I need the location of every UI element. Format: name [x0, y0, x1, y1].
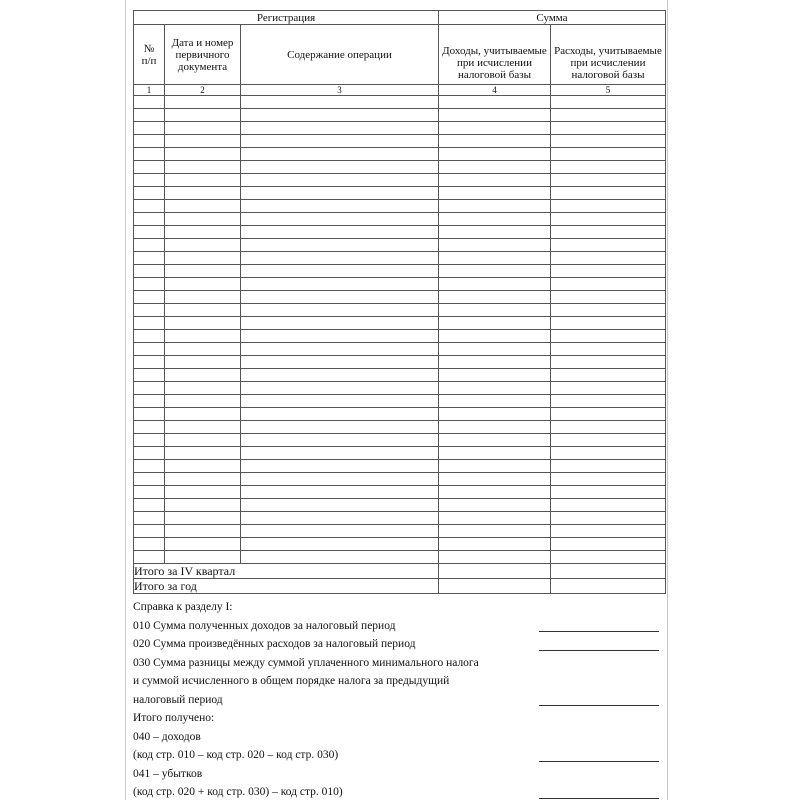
total-year-income-cell[interactable]	[439, 579, 551, 594]
reference-line	[133, 672, 665, 691]
operation-cell[interactable]	[241, 538, 439, 551]
number-cell[interactable]	[134, 408, 165, 421]
reference-line	[133, 728, 665, 747]
operation-cell[interactable]	[241, 174, 439, 187]
operation-cell[interactable]	[241, 473, 439, 486]
document-cell[interactable]	[165, 252, 241, 265]
document-cell[interactable]	[165, 122, 241, 135]
operation-cell[interactable]	[241, 252, 439, 265]
income-cell[interactable]	[439, 135, 551, 148]
expenses-cell[interactable]	[551, 447, 666, 460]
table-row	[134, 317, 666, 330]
column-header-operation: Содержание операции	[241, 25, 439, 85]
reference-line-text: Итого получено:	[133, 712, 215, 724]
operation-cell[interactable]	[241, 434, 439, 447]
group-header-registration: Регистрация	[134, 11, 439, 25]
document-cell[interactable]	[165, 343, 241, 356]
table-row	[134, 408, 666, 421]
document-cell[interactable]	[165, 447, 241, 460]
total-label-quarter: Итого за IV квартал	[134, 564, 439, 579]
table-row	[134, 239, 666, 252]
table-row	[134, 512, 666, 525]
income-cell[interactable]	[439, 447, 551, 460]
document-cell[interactable]	[165, 96, 241, 109]
expenses-cell[interactable]	[551, 187, 666, 200]
number-cell[interactable]	[134, 122, 165, 135]
table-row	[134, 291, 666, 304]
ledger-table	[133, 10, 666, 594]
number-cell[interactable]	[134, 278, 165, 291]
document-cell[interactable]	[165, 304, 241, 317]
operation-cell[interactable]	[241, 109, 439, 122]
number-cell[interactable]	[134, 291, 165, 304]
number-cell[interactable]	[134, 538, 165, 551]
number-cell[interactable]	[134, 499, 165, 512]
table-row	[134, 226, 666, 239]
document-cell[interactable]	[165, 512, 241, 525]
column-header-document: Дата и номер первичного документа	[165, 25, 241, 85]
operation-cell[interactable]	[241, 382, 439, 395]
column-number-5: 5	[551, 85, 666, 96]
income-cell[interactable]	[439, 434, 551, 447]
document-cell[interactable]	[165, 408, 241, 421]
document-cell[interactable]	[165, 525, 241, 538]
table-row	[134, 148, 666, 161]
income-cell[interactable]	[439, 473, 551, 486]
operation-cell[interactable]	[241, 369, 439, 382]
number-cell[interactable]	[134, 135, 165, 148]
table-row	[134, 473, 666, 486]
income-cell[interactable]	[439, 265, 551, 278]
number-cell[interactable]	[134, 369, 165, 382]
document-cell[interactable]	[165, 278, 241, 291]
column-number-1: 1	[134, 85, 165, 96]
expenses-cell[interactable]	[551, 213, 666, 226]
expenses-cell[interactable]	[551, 226, 666, 239]
expenses-cell[interactable]	[551, 343, 666, 356]
number-cell[interactable]	[134, 239, 165, 252]
expenses-cell[interactable]	[551, 434, 666, 447]
operation-cell[interactable]	[241, 460, 439, 473]
document-cell[interactable]	[165, 395, 241, 408]
income-cell[interactable]	[439, 369, 551, 382]
document-cell[interactable]	[165, 265, 241, 278]
income-cell[interactable]	[439, 551, 551, 564]
number-cell[interactable]	[134, 304, 165, 317]
reference-line-text: (код стр. 010 – код стр. 020 – код стр. 030)	[133, 749, 339, 761]
number-cell[interactable]	[134, 213, 165, 226]
income-cell[interactable]	[439, 330, 551, 343]
document-cell[interactable]	[165, 330, 241, 343]
income-cell[interactable]	[439, 122, 551, 135]
group-header-sum: Сумма	[439, 11, 666, 25]
table-row	[134, 538, 666, 551]
operation-cell[interactable]	[241, 525, 439, 538]
reference-line	[133, 598, 665, 617]
table-row	[134, 421, 666, 434]
document-cell[interactable]	[165, 213, 241, 226]
reference-line	[133, 746, 665, 765]
expenses-cell[interactable]	[551, 174, 666, 187]
value-blank-line[interactable]	[539, 798, 659, 799]
income-cell[interactable]	[439, 174, 551, 187]
income-cell[interactable]	[439, 109, 551, 122]
income-cell[interactable]	[439, 291, 551, 304]
number-cell[interactable]	[134, 187, 165, 200]
expenses-cell[interactable]	[551, 486, 666, 499]
number-cell[interactable]	[134, 395, 165, 408]
reference-line-text: налоговый период	[133, 693, 223, 706]
operation-cell[interactable]	[241, 291, 439, 304]
number-cell[interactable]	[134, 473, 165, 486]
table-row	[134, 382, 666, 395]
number-cell[interactable]	[134, 330, 165, 343]
income-cell[interactable]	[439, 538, 551, 551]
reference-line-text: и суммой исчисленного в общем порядке налога за предыдущий	[133, 675, 450, 687]
table-row	[134, 278, 666, 291]
income-cell[interactable]	[439, 382, 551, 395]
document-cell[interactable]	[165, 434, 241, 447]
expenses-cell[interactable]	[551, 512, 666, 525]
reference-section	[133, 598, 665, 802]
operation-cell[interactable]	[241, 304, 439, 317]
number-cell[interactable]	[134, 512, 165, 525]
number-cell[interactable]	[134, 447, 165, 460]
reference-line-text: 010 Сумма полученных доходов за налоговый период	[133, 619, 396, 632]
value-blank-line[interactable]	[539, 705, 659, 706]
number-cell[interactable]	[134, 382, 165, 395]
table-row	[134, 135, 666, 148]
operation-cell[interactable]	[241, 226, 439, 239]
total-quarter-income-cell[interactable]	[439, 564, 551, 579]
expenses-cell[interactable]	[551, 551, 666, 564]
operation-cell[interactable]	[241, 447, 439, 460]
operation-cell[interactable]	[241, 161, 439, 174]
expenses-cell[interactable]	[551, 421, 666, 434]
number-cell[interactable]	[134, 161, 165, 174]
income-cell[interactable]	[439, 317, 551, 330]
table-row	[134, 499, 666, 512]
document-cell[interactable]	[165, 109, 241, 122]
reference-line	[133, 617, 665, 636]
document-cell[interactable]	[165, 174, 241, 187]
operation-cell[interactable]	[241, 551, 439, 564]
table-row	[134, 486, 666, 499]
operation-cell[interactable]	[241, 408, 439, 421]
expenses-cell[interactable]	[551, 330, 666, 343]
operation-cell[interactable]	[241, 499, 439, 512]
operation-cell[interactable]	[241, 265, 439, 278]
document-cell[interactable]	[165, 369, 241, 382]
operation-cell[interactable]	[241, 512, 439, 525]
table-row	[134, 161, 666, 174]
table-row	[134, 96, 666, 109]
income-cell[interactable]	[439, 395, 551, 408]
number-cell[interactable]	[134, 317, 165, 330]
number-cell[interactable]	[134, 343, 165, 356]
document-cell[interactable]	[165, 538, 241, 551]
expenses-cell[interactable]	[551, 538, 666, 551]
expenses-cell[interactable]	[551, 473, 666, 486]
number-cell[interactable]	[134, 525, 165, 538]
reference-line	[133, 635, 665, 654]
table-row	[134, 265, 666, 278]
expenses-cell[interactable]	[551, 356, 666, 369]
value-blank-line[interactable]	[539, 631, 659, 632]
number-cell[interactable]	[134, 356, 165, 369]
income-cell[interactable]	[439, 161, 551, 174]
income-cell[interactable]	[439, 512, 551, 525]
number-cell[interactable]	[134, 174, 165, 187]
total-row-quarter	[134, 564, 666, 579]
column-header-expenses: Расходы, учитываемые при исчислении налоговой базы	[551, 25, 666, 85]
expenses-cell[interactable]	[551, 408, 666, 421]
expenses-cell[interactable]	[551, 382, 666, 395]
number-cell[interactable]	[134, 200, 165, 213]
total-year-expenses-cell[interactable]	[551, 579, 666, 594]
document-cell[interactable]	[165, 317, 241, 330]
expenses-cell[interactable]	[551, 200, 666, 213]
document-cell[interactable]	[165, 473, 241, 486]
reference-line-text: 020 Сумма произведённых расходов за налоговый период	[133, 638, 416, 650]
expenses-cell[interactable]	[551, 109, 666, 122]
number-cell[interactable]	[134, 486, 165, 499]
expenses-cell[interactable]	[551, 135, 666, 148]
expenses-cell[interactable]	[551, 161, 666, 174]
value-blank-line[interactable]	[539, 650, 659, 651]
document-cell[interactable]	[165, 551, 241, 564]
table-row	[134, 122, 666, 135]
expenses-cell[interactable]	[551, 265, 666, 278]
operation-cell[interactable]	[241, 317, 439, 330]
number-cell[interactable]	[134, 148, 165, 161]
table-row	[134, 200, 666, 213]
income-cell[interactable]	[439, 486, 551, 499]
reference-line	[133, 691, 665, 710]
column-number-3: 3	[241, 85, 439, 96]
table-row	[134, 174, 666, 187]
income-cell[interactable]	[439, 356, 551, 369]
document-cell[interactable]	[165, 291, 241, 304]
total-row-year	[134, 579, 666, 594]
document-cell[interactable]	[165, 382, 241, 395]
document-cell[interactable]	[165, 187, 241, 200]
operation-cell[interactable]	[241, 343, 439, 356]
number-cell[interactable]	[134, 434, 165, 447]
expenses-cell[interactable]	[551, 304, 666, 317]
expenses-cell[interactable]	[551, 239, 666, 252]
operation-cell[interactable]	[241, 395, 439, 408]
table-row	[134, 252, 666, 265]
income-cell[interactable]	[439, 252, 551, 265]
table-row	[134, 356, 666, 369]
document-cell[interactable]	[165, 356, 241, 369]
operation-cell[interactable]	[241, 239, 439, 252]
operation-cell[interactable]	[241, 135, 439, 148]
table-row	[134, 447, 666, 460]
document-cell[interactable]	[165, 226, 241, 239]
document-cell[interactable]	[165, 460, 241, 473]
number-cell[interactable]	[134, 226, 165, 239]
reference-line-text: Справка к разделу I:	[133, 601, 233, 613]
document-cell[interactable]	[165, 200, 241, 213]
income-cell[interactable]	[439, 460, 551, 473]
reference-line	[133, 654, 665, 673]
income-cell[interactable]	[439, 343, 551, 356]
expenses-cell[interactable]	[551, 252, 666, 265]
table-row	[134, 343, 666, 356]
income-cell[interactable]	[439, 148, 551, 161]
table-row	[134, 525, 666, 538]
column-number-2: 2	[165, 85, 241, 96]
income-cell[interactable]	[439, 200, 551, 213]
ledger-body	[134, 96, 666, 564]
expenses-cell[interactable]	[551, 395, 666, 408]
table-row	[134, 551, 666, 564]
expenses-cell[interactable]	[551, 499, 666, 512]
table-row	[134, 213, 666, 226]
number-cell[interactable]	[134, 252, 165, 265]
table-row	[134, 460, 666, 473]
number-cell[interactable]	[134, 265, 165, 278]
total-label-year: Итого за год	[134, 579, 439, 594]
income-cell[interactable]	[439, 96, 551, 109]
income-cell[interactable]	[439, 408, 551, 421]
document-cell[interactable]	[165, 161, 241, 174]
income-cell[interactable]	[439, 213, 551, 226]
operation-cell[interactable]	[241, 96, 439, 109]
number-cell[interactable]	[134, 421, 165, 434]
document-cell[interactable]	[165, 486, 241, 499]
reference-line	[133, 709, 665, 728]
income-cell[interactable]	[439, 278, 551, 291]
income-cell[interactable]	[439, 239, 551, 252]
operation-cell[interactable]	[241, 200, 439, 213]
reference-line-text: (код стр. 020 + код стр. 030) – код стр. 010)	[133, 786, 343, 798]
income-cell[interactable]	[439, 525, 551, 538]
expenses-cell[interactable]	[551, 369, 666, 382]
reference-line-text: 040 – доходов	[133, 730, 201, 743]
operation-cell[interactable]	[241, 278, 439, 291]
table-row	[134, 330, 666, 343]
operation-cell[interactable]	[241, 356, 439, 369]
total-quarter-expenses-cell[interactable]	[551, 564, 666, 579]
expenses-cell[interactable]	[551, 148, 666, 161]
expenses-cell[interactable]	[551, 460, 666, 473]
table-row	[134, 304, 666, 317]
value-blank-line[interactable]	[539, 761, 659, 762]
table-row	[134, 369, 666, 382]
income-cell[interactable]	[439, 499, 551, 512]
table-row	[134, 395, 666, 408]
reference-line-text: 041 – убытков	[133, 767, 203, 780]
expenses-cell[interactable]	[551, 122, 666, 135]
table-row	[134, 434, 666, 447]
column-header-income: Доходы, учитываемые при исчислении налоговой базы	[439, 25, 551, 85]
income-cell[interactable]	[439, 421, 551, 434]
document-cell[interactable]	[165, 148, 241, 161]
operation-cell[interactable]	[241, 486, 439, 499]
column-header-number: № п/п	[134, 25, 165, 85]
reference-line-text: 030 Сумма разницы между суммой уплаченного минимального налога	[133, 656, 479, 669]
operation-cell[interactable]	[241, 148, 439, 161]
table-row	[134, 109, 666, 122]
reference-line	[133, 765, 665, 784]
document-cell[interactable]	[165, 421, 241, 434]
expenses-cell[interactable]	[551, 278, 666, 291]
reference-line	[133, 783, 665, 802]
income-cell[interactable]	[439, 226, 551, 239]
operation-cell[interactable]	[241, 421, 439, 434]
table-row	[134, 187, 666, 200]
number-cell[interactable]	[134, 96, 165, 109]
expenses-cell[interactable]	[551, 96, 666, 109]
operation-cell[interactable]	[241, 187, 439, 200]
column-number-4: 4	[439, 85, 551, 96]
expenses-cell[interactable]	[551, 317, 666, 330]
operation-cell[interactable]	[241, 122, 439, 135]
operation-cell[interactable]	[241, 330, 439, 343]
operation-cell[interactable]	[241, 213, 439, 226]
number-cell[interactable]	[134, 460, 165, 473]
expenses-cell[interactable]	[551, 291, 666, 304]
income-cell[interactable]	[439, 304, 551, 317]
number-cell[interactable]	[134, 109, 165, 122]
expenses-cell[interactable]	[551, 525, 666, 538]
document-cell[interactable]	[165, 135, 241, 148]
document-cell[interactable]	[165, 499, 241, 512]
number-cell[interactable]	[134, 551, 165, 564]
document-cell[interactable]	[165, 239, 241, 252]
income-cell[interactable]	[439, 187, 551, 200]
